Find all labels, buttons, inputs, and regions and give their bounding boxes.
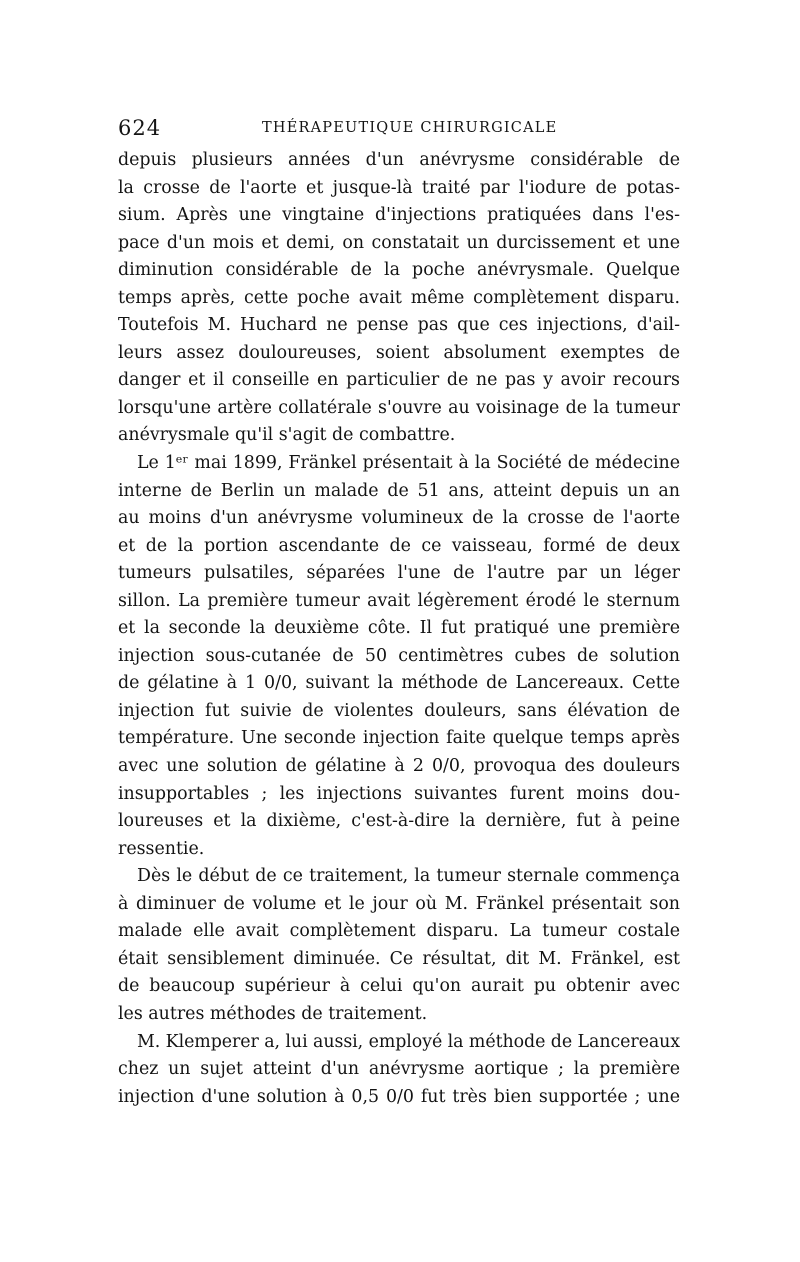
text-line: à diminuer de volume et le jour où M. Fränkel présentait son [118,893,680,914]
text-line: ressentie. [118,838,205,859]
text-line: loureuses et la dixième, c'est-à-dire la dernière, fut à peine [118,811,680,832]
text-line: au moins d'un anévrysme volumineux de la crosse de l'aorte [118,508,680,529]
text-line: leurs assez douloureuses, soient absolument exemptes de [118,342,680,363]
text-line: était sensiblement diminuée. Ce résultat, dit M. Fränkel, est [118,948,680,969]
body-text [118,147,680,1111]
text-line: avec une solution de gélatine à 2 0/0, provoqua des douleurs [118,756,680,777]
text-line: interne de Berlin un malade de 51 ans, atteint depuis un an [118,480,680,501]
text-line: diminution considérable de la poche anévrysmale. Quelque [118,260,680,281]
text-line: injection fut suivie de violentes douleurs, sans élévation de [118,700,680,721]
text-line: la crosse de l'aorte et jusque-là traité par l'iodure de potas- [118,177,680,198]
paragraph [118,863,680,1028]
text-line: insupportables ; les injections suivantes furent moins dou- [118,783,680,804]
running-title: THÉRAPEUTIQUE CHIRURGICALE [262,120,558,136]
text-line: et de la portion ascendante de ce vaisseau, formé de deux [118,535,680,556]
text-line: malade elle avait complètement disparu. La tumeur costale [118,921,680,942]
paragraph [118,147,680,450]
text-line: pace d'un mois et demi, on constatait un durcissement et une [118,232,680,253]
running-head [118,116,680,142]
text-line: les autres méthodes de traitement. [118,1003,428,1024]
text-line: et la seconde la deuxième côte. Il fut pratiqué une première [118,618,680,639]
text-line: sillon. La première tumeur avait légèrement érodé le sternum [118,590,680,611]
text-line: Toutefois M. Huchard ne pense pas que ces injections, d'ail- [118,315,680,336]
page-number: 624 [118,116,162,140]
text-line: danger et il conseille en particulier de ne pas y avoir recours [118,370,680,391]
text-line: lorsqu'une artère collatérale s'ouvre au voisinage de la tumeur [118,397,680,418]
paragraph [118,1029,680,1112]
text-line: sium. Après une vingtaine d'injections pratiquées dans l'es- [118,205,680,226]
text-line: temps après, cette poche avait même complètement disparu. [118,287,680,308]
text-line: de beaucoup supérieur à celui qu'on aurait pu obtenir avec [118,976,680,997]
text-line: de gélatine à 1 0/0, suivant la méthode de Lancereaux. Cette [118,673,680,694]
text-line: Dès le début de ce traitement, la tumeur sternale commença [137,866,680,887]
text-line: Le 1ᵉʳ mai 1899, Fränkel présentait à la Société de médecine [137,453,680,474]
text-line: depuis plusieurs années d'un anévrysme considérable de [118,150,680,170]
text-line: anévrysmale qu'il s'agit de combattre. [118,425,456,446]
text-line: M. Klemperer a, lui aussi, employé la méthode de Lancereaux [137,1031,680,1052]
text-line: injection d'une solution à 0,5 0/0 fut très bien supportée ; une [118,1086,680,1107]
text-line: tumeurs pulsatiles, séparées l'une de l'autre par un léger [118,563,680,584]
paragraph [118,450,680,863]
text-line: injection sous-cutanée de 50 centimètres cubes de solution [118,645,680,666]
text-line: température. Une seconde injection faite quelque temps après [118,728,680,749]
text-line: chez un sujet atteint d'un anévrysme aortique ; la première [118,1059,680,1080]
